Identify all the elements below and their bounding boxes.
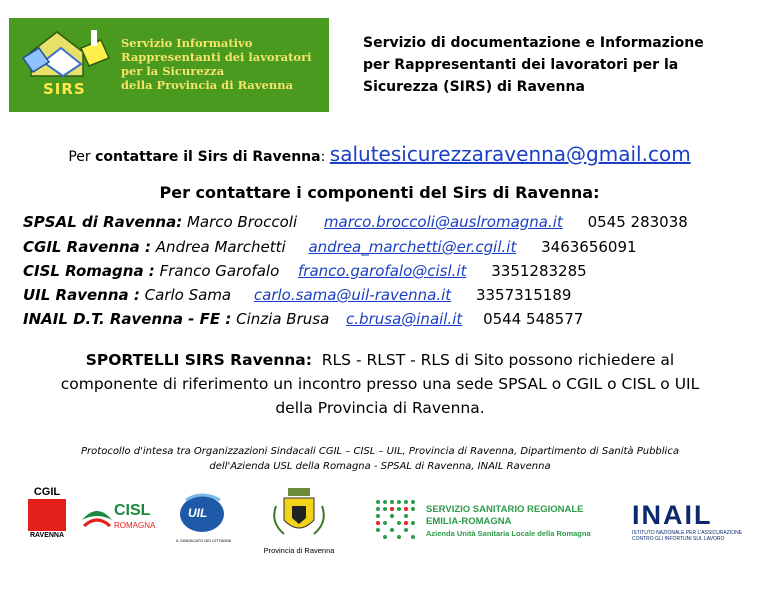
- contact-phone: 0545 283038: [587, 213, 688, 231]
- ssr-dots-icon: [374, 498, 418, 544]
- contact-phone: 0544 548577: [483, 310, 584, 328]
- contact-org: CISL Romagna :: [23, 262, 155, 280]
- components-title: Per contattare i componenti del Sirs di Ravenna:: [159, 183, 600, 202]
- protocol-note: [30, 444, 730, 474]
- sirs-logo-line: Rappresentanti dei lavoratori: [121, 50, 312, 64]
- cisl-logo-sub: ROMAGNA: [114, 521, 156, 530]
- ssr-logo-line: EMILIA-ROMAGNA: [426, 516, 512, 527]
- inail-logo-sub: ISTITUTO NAZIONALE PER L'ASSICURAZIONE: [632, 530, 743, 536]
- provincia-logo-caption: Provincia di Ravenna: [263, 546, 335, 555]
- header-description-line: Sicurezza (SIRS) di Ravenna: [363, 79, 585, 95]
- cgil-logo-caption: RAVENNA: [29, 532, 65, 539]
- sirs-logo-line: della Provincia di Ravenna: [121, 78, 294, 92]
- cgil-logo: [26, 486, 68, 544]
- contact-name: Marco Broccoli: [186, 213, 298, 231]
- main-contact-email-link[interactable]: salutesicurezzaravenna@gmail.com: [329, 142, 691, 166]
- inail-logo-name: INAIL: [632, 500, 713, 530]
- sportelli-paragraph: [38, 348, 722, 420]
- sportelli-label: SPORTELLI SIRS Ravenna:: [85, 351, 312, 369]
- main-contact-colon: :: [320, 149, 326, 165]
- contact-name: Andrea Marchetti: [155, 238, 286, 256]
- sportelli-text: della Provincia di Ravenna.: [275, 399, 485, 417]
- contact-org: SPSAL di Ravenna:: [23, 213, 183, 231]
- contact-org: INAIL D.T. Ravenna - FE :: [23, 310, 232, 328]
- contact-name: Franco Garofalo: [159, 262, 280, 280]
- header-description-line: Servizio di documentazione e Informazione: [363, 35, 704, 51]
- protocol-line: dell'Azienda USL della Romagna - SPSAL di Ravenna, INAIL Ravenna: [209, 461, 551, 472]
- contact-phone: 3351283285: [491, 262, 587, 280]
- contact-row: [23, 286, 571, 304]
- header-description-line: per Rappresentanti dei lavoratori per la: [363, 57, 679, 73]
- contact-email-link[interactable]: franco.garofalo@cisl.it: [298, 262, 467, 280]
- contact-org: UIL Ravenna :: [23, 286, 140, 304]
- protocol-line: Protocollo d'intesa tra Organizzazioni Sindacali CGIL – CISL – UIL, Provincia di Ravenna, Dipartimento di Sanità Pubblica: [81, 446, 679, 457]
- uil-logo: [176, 490, 232, 544]
- sportelli-text: RLS - RLST - RLS di Sito possono richiedere al: [321, 351, 675, 369]
- cgil-red-block: [28, 499, 66, 531]
- sirs-logo-line: Servizio Informativo: [121, 36, 253, 50]
- sportelli-text: componente di riferimento un incontro presso una sede SPSAL o CGIL o CISL o UIL: [60, 375, 700, 393]
- header-description: [363, 32, 743, 98]
- provincia-crest-icon: [262, 486, 336, 542]
- cisl-logo-name: CISL: [114, 502, 151, 519]
- inail-logo: [632, 500, 750, 550]
- sirs-logo-text: [121, 36, 326, 92]
- cisl-emblem-icon: [80, 500, 114, 534]
- sirs-acronym: SIRS: [43, 80, 86, 98]
- main-contact-label: contattare il Sirs di Ravenna: [95, 149, 321, 165]
- contact-email-link[interactable]: marco.broccoli@auslromagna.it: [323, 213, 563, 231]
- ssr-logo: [374, 498, 604, 544]
- ssr-logo-line: SERVIZIO SANITARIO REGIONALE: [426, 504, 584, 515]
- sirs-logo-line: per la Sicurezza: [121, 64, 225, 78]
- contact-email-link[interactable]: andrea_marchetti@er.cgil.it: [308, 238, 517, 256]
- contact-row: [23, 238, 637, 256]
- contact-name: Cinzia Brusa: [236, 310, 330, 328]
- cisl-logo: [80, 500, 165, 536]
- main-contact-prefix: Per: [68, 149, 91, 165]
- contact-org: CGIL Ravenna :: [23, 238, 152, 256]
- contact-phone: 3463656091: [541, 238, 637, 256]
- contact-row: [23, 310, 583, 328]
- contact-row: [23, 262, 587, 280]
- contact-phone: 3357315189: [475, 286, 572, 304]
- provincia-logo: [262, 486, 336, 554]
- cgil-logo-title: CGIL: [33, 486, 61, 498]
- sirs-logo: [9, 18, 329, 112]
- contact-row: [23, 213, 688, 231]
- main-contact: [0, 142, 759, 166]
- contact-name: Carlo Sama: [144, 286, 232, 304]
- contact-email-link[interactable]: c.brusa@inail.it: [346, 310, 463, 328]
- contact-email-link[interactable]: carlo.sama@uil-ravenna.it: [253, 286, 452, 304]
- ssr-logo-line: Azienda Unità Sanitaria Locale della Romagna: [426, 529, 591, 538]
- inail-logo-sub: CONTRO GLI INFORTUNI SUL LAVORO: [632, 536, 725, 542]
- uil-logo-name: UIL: [188, 506, 208, 520]
- uil-logo-sub: IL SINDACATO DEI CITTADINI: [176, 538, 232, 543]
